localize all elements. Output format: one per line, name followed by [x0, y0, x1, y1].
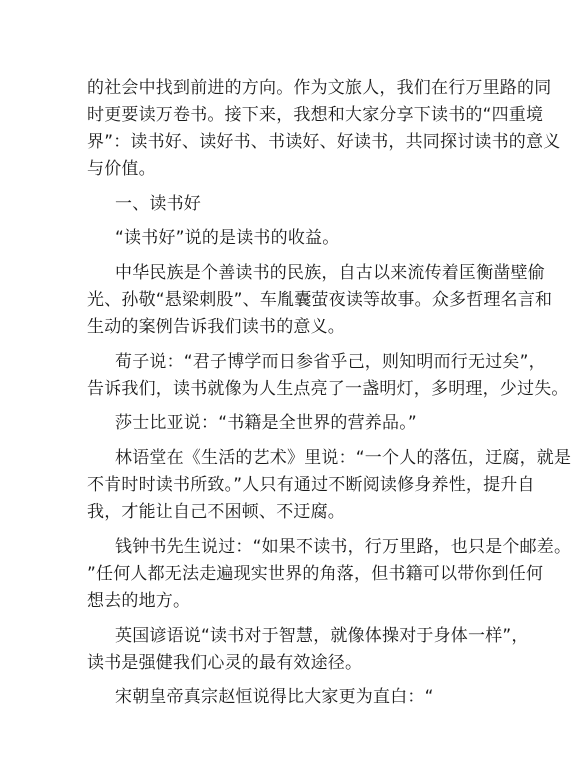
text-line: 莎士比亚说：“书籍是全世界的营养品。” — [115, 413, 417, 433]
text-line: 林语堂在《生活的艺术》里说：“一个人的落伍，迂腐，就是 — [115, 448, 572, 468]
text-line: 中华民族是个善读书的民族，自古以来流传着匡衡凿壁偷 — [115, 263, 545, 283]
text-line: 我，才能让自己不困顿、不迂腐。 — [87, 502, 345, 522]
text-line: “读书好”说的是读书的收益。 — [115, 228, 340, 248]
text-line: ”任何人都无法走遍现实世界的角落，但书籍可以带你到任何 — [87, 564, 544, 584]
text-line: 钱钟书先生说过：“如果不读书，行万里路，也只是个邮差。 — [115, 537, 572, 557]
text-line: 告诉我们，读书就像为人生点亮了一盏明灯，多明理，少过失。 — [87, 379, 569, 399]
text-line: 时更要读万卷书。接下来，我想和大家分享下读书的“四重境 — [87, 105, 544, 125]
text-line: 界”：读书好、读好书、书读好、好读书，共同探讨读书的意义 — [87, 132, 561, 152]
section-heading: 一、读书好 — [115, 194, 201, 214]
text-line: 生动的案例告诉我们读书的意义。 — [87, 317, 345, 337]
text-line: 光、孙敬“悬梁刺股”、车胤囊萤夜读等故事。众多哲理名言和 — [87, 290, 553, 310]
text-line: 的社会中找到前进的方向。作为文旅人，我们在行万里路的同 — [87, 78, 552, 98]
text-line: 不肯时时读书所致。”人只有通过不断阅读修身养性，提升自 — [87, 475, 535, 495]
text-line: 英国谚语说“读书对于智慧，就像体操对于身体一样”， — [115, 626, 529, 646]
text-line: 想去的地方。 — [87, 591, 191, 611]
text-line: 读书是强健我们心灵的最有效途径。 — [87, 653, 363, 673]
text-line: 荀子说：“君子博学而日参省乎己，则知明而行无过矣”， — [115, 352, 546, 372]
text-line: 与价值。 — [87, 159, 156, 179]
text-line: 宋朝皇帝真宗赵恒说得比大家更为直白：“ — [115, 687, 434, 707]
